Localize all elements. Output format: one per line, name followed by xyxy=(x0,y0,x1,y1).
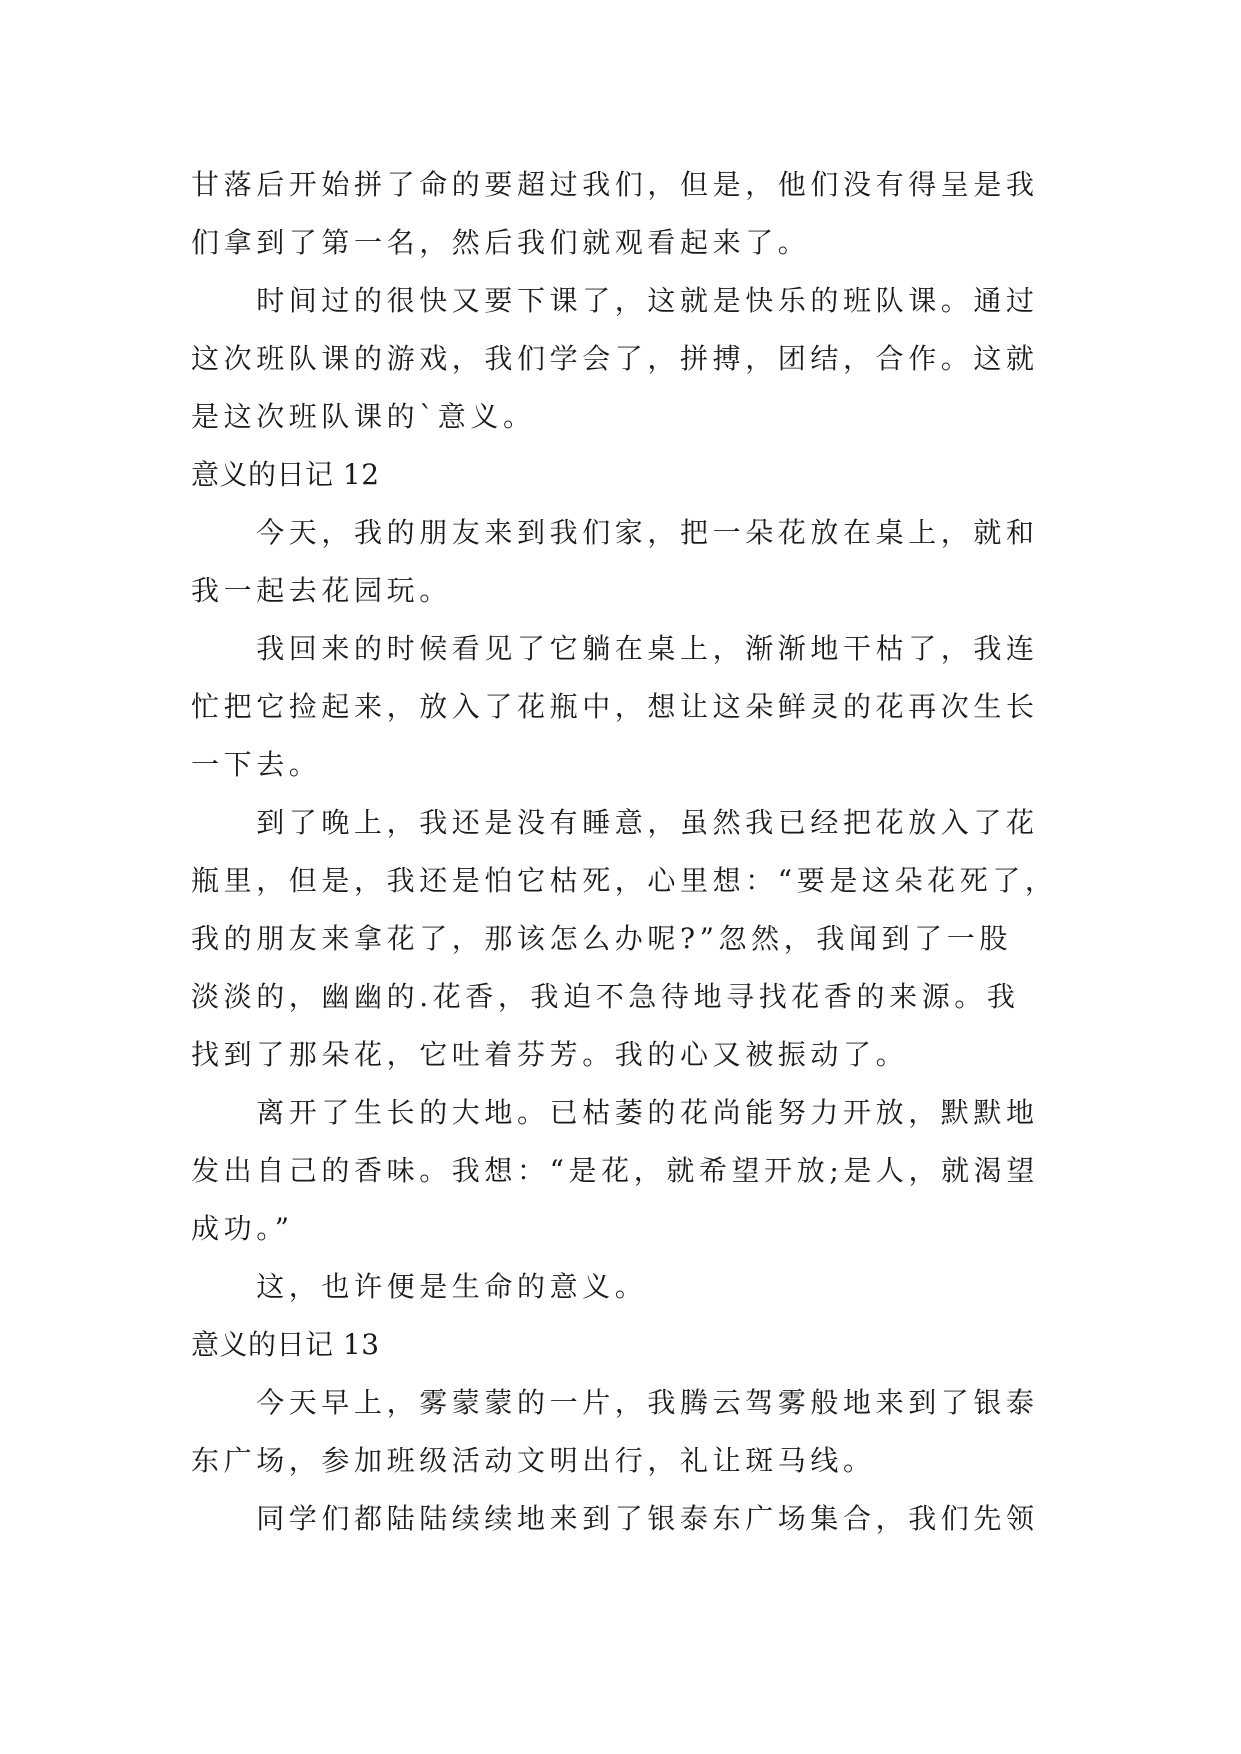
text-line: 甘落后开始拼了命的要超过我们，但是，他们没有得呈是我 xyxy=(191,168,1039,201)
text-line: 我回来的时候看见了它躺在桌上，渐渐地干枯了，我连 xyxy=(191,632,1039,665)
section-heading: 意义的日记 12 xyxy=(191,458,380,491)
text-line: 瓶里，但是，我还是怕它枯死，心里想：“要是这朵花死了， xyxy=(191,864,1058,897)
text-line: 淡淡的，幽幽的.花香，我迫不急待地寻找花香的来源。我 xyxy=(191,980,1020,1013)
text-line: 们拿到了第一名，然后我们就观看起来了。 xyxy=(191,226,811,259)
text-line: 是这次班队课的`意义。 xyxy=(191,400,536,433)
text-line: 时间过的很快又要下课了，这就是快乐的班队课。通过 xyxy=(191,284,1039,317)
text-line: 同学们都陆陆续续地来到了银泰东广场集合，我们先领 xyxy=(191,1502,1039,1535)
section-heading: 意义的日记 13 xyxy=(191,1328,380,1361)
text-line: 今天早上，雾蒙蒙的一片，我腾云驾雾般地来到了银泰 xyxy=(191,1386,1039,1419)
text-line: 忙把它捡起来，放入了花瓶中，想让这朵鲜灵的花再次生长 xyxy=(191,690,1039,723)
text-line: 今天，我的朋友来到我们家，把一朵花放在桌上，就和 xyxy=(191,516,1039,549)
text-line: 一下去。 xyxy=(191,748,322,781)
text-line: 这次班队课的游戏，我们学会了，拼搏，团结，合作。这就 xyxy=(191,342,1039,375)
text-line: 成功。” xyxy=(191,1212,294,1245)
text-line: 到了晚上，我还是没有睡意，虽然我已经把花放入了花 xyxy=(191,806,1039,839)
text-line: 我一起去花园玩。 xyxy=(191,574,452,607)
text-line: 东广场，参加班级活动文明出行，礼让斑马线。 xyxy=(191,1444,876,1477)
text-line: 发出自己的香味。我想：“是花，就希望开放;是人，就渴望 xyxy=(191,1154,1039,1187)
text-line: 我的朋友来拿花了，那该怎么办呢?”忽然，我闻到了一股 xyxy=(191,922,1012,955)
text-line: 离开了生长的大地。已枯萎的花尚能努力开放，默默地 xyxy=(191,1096,1039,1129)
text-line: 找到了那朵花，它吐着芬芳。我的心又被振动了。 xyxy=(191,1038,909,1071)
text-line: 这，也许便是生命的意义。 xyxy=(191,1270,648,1303)
